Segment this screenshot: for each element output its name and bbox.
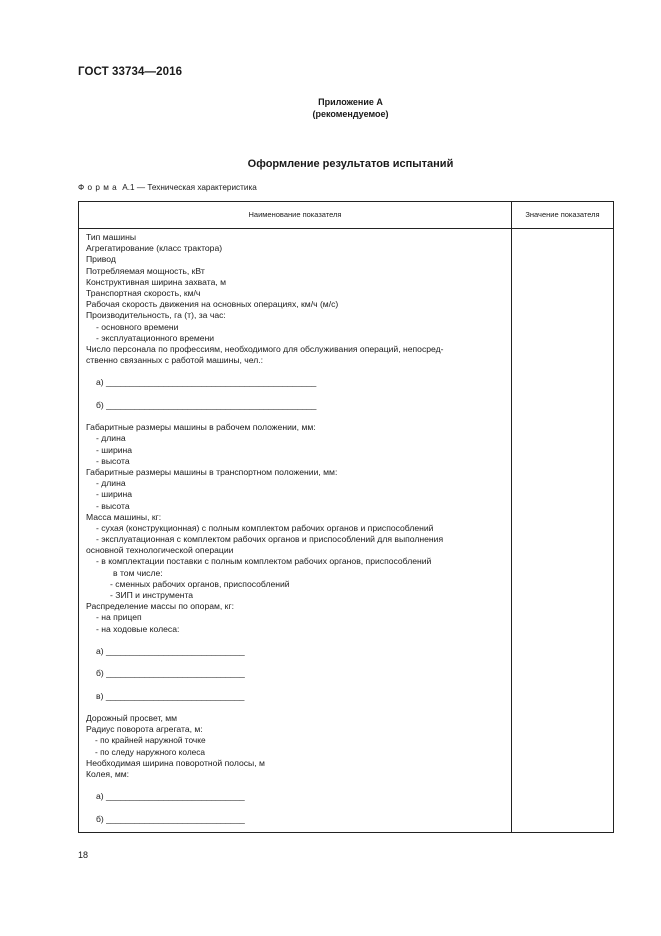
- table-row: - основного времени: [96, 321, 179, 332]
- table-row: - на ходовые колеса:: [96, 623, 180, 634]
- table-row: а) _____________________________: [96, 645, 245, 656]
- table-row: Радиус поворота агрегата, м:: [86, 724, 203, 735]
- table-row: в том числе:: [113, 567, 163, 578]
- table-row: Дорожный просвет, мм: [86, 713, 178, 724]
- form-caption-label: Форма: [78, 183, 121, 192]
- appendix-title: Приложение А: [318, 97, 383, 107]
- table-row: - сухая (конструкционная) с полным комплектом рабочих органов и приспособлений: [96, 522, 434, 533]
- table-row: Транспортная скорость, км/ч: [86, 287, 201, 298]
- table-row: - ширина: [96, 489, 133, 500]
- table-row: - длина: [96, 478, 126, 489]
- row-spacer: [86, 411, 508, 422]
- table-row: Необходимая ширина поворотной полосы, м: [86, 757, 265, 768]
- table-row: в) _____________________________: [96, 690, 245, 701]
- row-spacer: [86, 803, 508, 814]
- page-number: 18: [78, 850, 89, 860]
- characteristics-table: [78, 201, 614, 833]
- table-row: Производительность, га (т), за час:: [86, 310, 226, 321]
- table-row: - ЗИП и инструмента: [110, 590, 194, 600]
- table-row: б) _____________________________: [96, 813, 245, 824]
- row-spacer: [86, 780, 508, 791]
- table-row: Число персонала по профессиям, необходимого для обслуживания операций, непосред-: [86, 343, 444, 354]
- table-row: основной технологической операции: [86, 545, 234, 556]
- table-row: - в комплектации поставки с полным комплектом рабочих органов, приспособлений: [96, 556, 432, 567]
- row-spacer: [86, 635, 508, 646]
- col-header-value: Значение показателя: [525, 210, 600, 219]
- table-row: Распределение массы по опорам, кг:: [86, 601, 234, 612]
- col-header-name: Наименование показателя: [248, 210, 342, 219]
- table-row: Габаритные размеры машины в рабочем положении, мм:: [86, 422, 316, 433]
- row-spacer: [86, 657, 508, 668]
- table-row: Рабочая скорость движения на основных операциях, км/ч (м/с): [86, 299, 339, 310]
- table-row: - сменных рабочих органов, приспособлений: [110, 578, 290, 589]
- table-row: а) ____________________________________________: [96, 377, 317, 388]
- appendix-note: (рекомендуемое): [312, 109, 389, 119]
- table-rows: [86, 232, 508, 825]
- form-caption-text: А.1 — Техническая характеристика: [122, 183, 257, 192]
- table-row: а) _____________________________: [96, 791, 245, 802]
- table-row: - по крайней наружной точке: [95, 735, 206, 746]
- table-row: Привод: [86, 254, 116, 265]
- row-spacer: [86, 389, 508, 400]
- table-row: - высота: [96, 500, 130, 511]
- table-row: - по следу наружного колеса: [95, 746, 206, 757]
- standard-number: ГОСТ 33734—2016: [78, 66, 183, 78]
- table-row: Колея, мм:: [86, 769, 130, 779]
- table-row: Конструктивная ширина захвата, м: [86, 276, 227, 287]
- row-spacer: [86, 702, 508, 713]
- table-row: Масса машины, кг:: [86, 511, 162, 522]
- column-divider: [511, 202, 512, 832]
- table-row: - высота: [96, 455, 130, 466]
- table-row: - на прицеп: [96, 612, 142, 623]
- table-row: Потребляемая мощность, кВт: [86, 265, 205, 276]
- table-row: Агрегатирование (класс трактора): [86, 243, 223, 254]
- table-row: б) _____________________________: [96, 668, 245, 679]
- table-row: Тип машины: [86, 232, 137, 242]
- row-spacer: [86, 366, 508, 377]
- table-row: - ширина: [96, 444, 133, 455]
- table-row: Габаритные размеры машины в транспортном положении, мм:: [86, 466, 338, 477]
- form-caption: [78, 183, 257, 192]
- table-row: б) ____________________________________________: [96, 399, 317, 410]
- row-spacer: [86, 680, 508, 691]
- table-row: ственно связанных с работой машины, чел.:: [86, 355, 264, 366]
- section-title: Оформление результатов испытаний: [247, 158, 454, 170]
- table-row: - эксплуатационная с комплектом рабочих органов и приспособлений для выполнения: [96, 534, 444, 545]
- table-row: - эксплуатационного времени: [96, 332, 215, 343]
- table-row: - длина: [96, 433, 126, 444]
- header-divider: [79, 228, 613, 229]
